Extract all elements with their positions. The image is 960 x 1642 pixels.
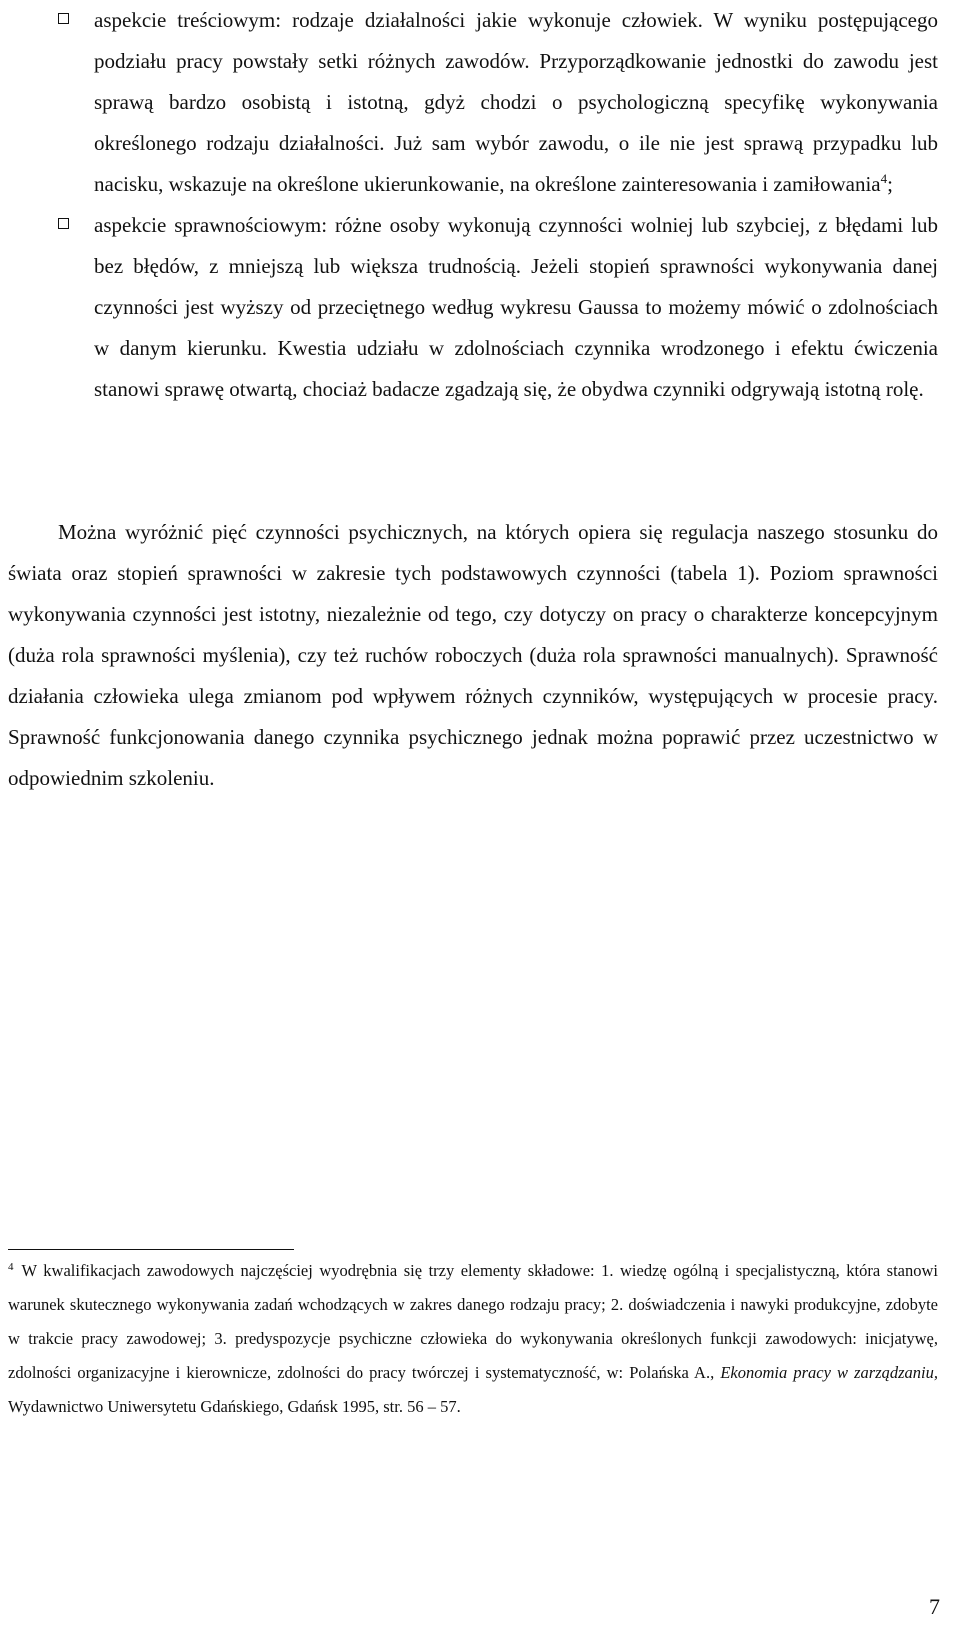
checkbox-bullet-icon — [58, 13, 69, 24]
footnote-publisher: Wydawnictwo Uniwersytetu Gdańskiego, Gdańsk 1995, str. 56 – 57. — [8, 1397, 461, 1416]
bullet-list — [58, 0, 938, 410]
bullet-item-efficiency-aspect — [58, 205, 938, 410]
bullet-text-end: ; — [887, 172, 893, 196]
footnote-book-title: Ekonomia pracy w zarządzaniu, — [720, 1363, 939, 1382]
footnote-reference[interactable]: 4 — [880, 171, 888, 186]
bullet-text: aspekcie sprawnościowym: różne osoby wykonują czynności wolniej lub szybciej, z błędami lub bez błędów, z mniejszą lub większa trudnością. Jeżeli stopień sprawności wykonywania danej czynności jest wyższy od przeciętnego według wykresu Gaussa to możemy mówić o zdolnościach w danym kierunku. Kwestia udziału w zdolnościach czynnika wrodzonego i efektu ćwiczenia stanowi sprawę otwartą, chociaż badacze zgadzają się, że obydwa czynniki odgrywają istotną rolę. — [94, 213, 938, 401]
page-number: 7 — [929, 1594, 940, 1619]
footnote-separator — [8, 1249, 294, 1250]
bullet-text — [94, 0, 938, 205]
checkbox-bullet-icon — [58, 218, 69, 229]
bullet-text-body: aspekcie treściowym: rodzaje działalności jakie wykonuje człowiek. W wyniku postępującego podziału pracy powstały setki różnych zawodów. Przyporządkowanie jednostki do zawodu jest sprawą bardzo osobistą i istotną, gdyż chodzi o psychologiczną specyfikę wykonywania określonego rodzaju działalności. Już sam wybór zawodu, o ile nie jest sprawą przypadku lub nacisku, wskazuje na określone ukierunkowanie, na określone zainteresowania i zamiłowania — [94, 8, 938, 196]
body-paragraph: Można wyróżnić pięć czynności psychicznych, na których opiera się regulacja naszego stosunku do świata oraz stopień sprawności w zakresie tych podstawowych czynności (tabela 1). Poziom sprawności wykonywania czynności jest istotny, niezależnie od tego, czy dotyczy on pracy o charakterze koncepcyjnym (duża rola sprawności myślenia), czy też ruchów roboczych (duża rola sprawności manualnych). Sprawność działania człowieka ulega zmianom pod wpływem różnych czynników, występujących w procesie pracy. Sprawność funkcjonowania danego czynnika psychicznego jednak można poprawić przez uczestnictwo w odpowiednim szkoleniu. — [8, 520, 938, 790]
footnote — [8, 1254, 938, 1424]
footnote-text: W kwalifikacjach zawodowych najczęściej wyodrębnia się trzy elementy składowe: 1. wiedzę ogólną i specjalistyczną, która stanowi warunek skutecznego wykonywania zadań wchodzących w zakres danego rodzaju pracy; 2. doświadczenia i nawyki produkcyjne, zdobyte w trakcie pracy zawodowej; 3. predyspozycje psychiczne człowieka do wykonywania określonych funkcji zawodowych: inicjatywę, zdolności organizacyjne i kierownicze, zdolności do pracy twórczej i systematyczność, w: Polańska A., — [8, 1261, 938, 1382]
footnote-number: 4 — [8, 1260, 14, 1273]
bullet-item-content-aspect — [58, 0, 938, 205]
